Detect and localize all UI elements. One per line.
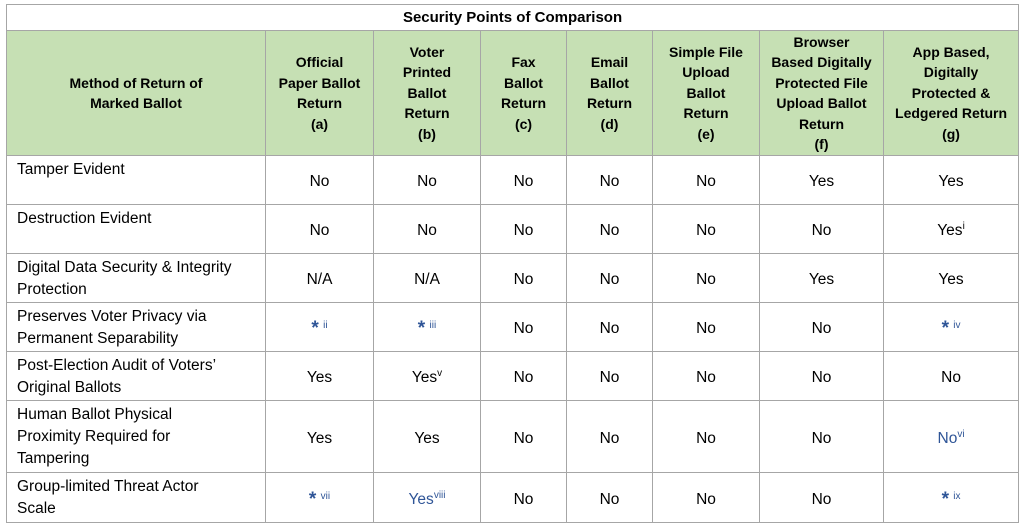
table-row (7, 156, 1019, 205)
row-label-line: Digital Data Security & Integrity (17, 259, 232, 276)
cell-text: No (811, 222, 832, 239)
header-line: (f) (814, 136, 829, 152)
table-row (7, 473, 1019, 523)
cell-value (514, 491, 534, 508)
header-line: Voter (409, 43, 445, 60)
header-col-g (884, 31, 1019, 156)
table-cell (374, 352, 481, 401)
header-line: App Based, (912, 43, 990, 60)
table-cell (266, 254, 374, 303)
asterisk-icon: * (941, 318, 949, 339)
cell-value (938, 271, 963, 288)
row-label-line: Tamper Evident (17, 161, 125, 178)
row-label-line: Original Ballots (17, 379, 122, 396)
cell-value (417, 173, 437, 190)
table-cell (481, 156, 567, 205)
table-cell (266, 205, 374, 254)
cell-text: No (513, 320, 534, 337)
cell-text: Yes (808, 271, 835, 288)
cell-text: Yes (411, 369, 438, 386)
cell-text: No (811, 429, 832, 447)
cell-value (812, 369, 832, 386)
footnote-ref: iv (953, 319, 961, 331)
table-cell (653, 156, 760, 205)
header-col-d (567, 31, 653, 156)
asterisk-icon: * (417, 318, 426, 339)
cell-text: Yes (937, 222, 963, 239)
header-line: Simple File (669, 43, 743, 60)
row-label-line: Protection (17, 281, 87, 298)
table-row (7, 254, 1019, 303)
header-line: Email (590, 54, 629, 70)
table-cell (653, 401, 760, 473)
table-cell (266, 156, 374, 205)
table-cell (884, 205, 1019, 254)
header-line: (c) (514, 115, 533, 132)
cell-text: No (811, 490, 832, 508)
table-cell (567, 352, 653, 401)
table-row (7, 352, 1019, 401)
cell-value (310, 173, 330, 190)
cell-value (600, 369, 620, 386)
table-cell (653, 205, 760, 254)
footnote-ref: iii (429, 319, 437, 331)
header-line: (b) (418, 125, 436, 142)
table-cell (884, 254, 1019, 303)
table-cell (374, 401, 481, 473)
header-line: Ballot (590, 74, 629, 91)
table-cell (760, 303, 884, 352)
header-col-e (653, 31, 760, 156)
row-label-line: Destruction Evident (17, 210, 152, 227)
table-cell (266, 401, 374, 473)
header-line: Return (500, 95, 547, 111)
cell-text: Yes (306, 369, 333, 386)
row-label-line: Preserves Voter Privacy via (17, 308, 207, 325)
cell-value (809, 271, 834, 288)
row-label-line: Post-Election Audit of Voters’ (17, 357, 217, 374)
header-line: (a) (310, 115, 329, 132)
table-cell (760, 473, 884, 523)
cell-value (938, 173, 963, 190)
cell-text: No (696, 271, 716, 288)
row-label (7, 473, 266, 523)
table-cell (266, 473, 374, 523)
header-line: Ballot (504, 74, 543, 91)
comparison-table (6, 4, 1019, 523)
header-line: Protected & (911, 84, 991, 101)
header-line: (e) (697, 125, 715, 142)
cell-text: No (417, 222, 437, 239)
table-cell (481, 401, 567, 473)
cell-text: No (513, 429, 534, 447)
cell-text: No (309, 222, 330, 239)
header-method-line: Method of Return of (69, 74, 203, 91)
header-col-c (481, 31, 567, 156)
table-cell (481, 473, 567, 523)
row-label-line: Tampering (17, 450, 90, 467)
table-cell (884, 352, 1019, 401)
table-cell (374, 205, 481, 254)
asterisk-marker (941, 488, 961, 510)
cell-value (812, 222, 832, 239)
cell-value (600, 222, 620, 239)
cell-text: No (513, 222, 534, 239)
footnote-ref: viii (433, 489, 446, 501)
cell-value (414, 271, 440, 288)
cell-value (938, 430, 965, 447)
header-line: Return (296, 95, 343, 111)
header-row (7, 31, 1019, 156)
cell-value (696, 369, 716, 386)
header-method (7, 31, 266, 156)
table-cell (567, 205, 653, 254)
cell-text: Yes (414, 429, 440, 447)
cell-value (937, 222, 965, 239)
header-line: Return (586, 95, 633, 111)
cell-text: No (513, 369, 534, 386)
footnote-ref: i (962, 220, 965, 232)
cell-text: No (599, 429, 620, 447)
header-line: Fax (511, 54, 536, 70)
table-cell (481, 303, 567, 352)
cell-value (409, 491, 446, 508)
table-cell (760, 401, 884, 473)
cell-value (696, 222, 716, 239)
table-row (7, 303, 1019, 352)
cell-value (812, 491, 832, 508)
asterisk-marker (417, 318, 437, 339)
cell-value (514, 173, 534, 190)
cell-text: No (599, 320, 620, 337)
header-line: (d) (600, 115, 619, 132)
table-cell (653, 254, 760, 303)
table-cell (567, 401, 653, 473)
row-label (7, 352, 266, 401)
header-line: Based Digitally (771, 54, 872, 70)
cell-value (696, 491, 716, 508)
table-cell (481, 254, 567, 303)
cell-text: No (696, 490, 716, 508)
asterisk-marker (308, 488, 331, 510)
table-cell (653, 352, 760, 401)
table-cell (653, 303, 760, 352)
cell-value (696, 320, 716, 337)
table-cell (884, 473, 1019, 523)
table-cell (760, 254, 884, 303)
cell-text: No (696, 429, 716, 447)
header-col-f (760, 31, 884, 156)
cell-text: No (696, 369, 716, 386)
cell-value (600, 491, 620, 508)
cell-text: No (941, 369, 961, 386)
header-method-line: Marked Ballot (90, 95, 182, 111)
cell-value (696, 271, 716, 288)
cell-value (600, 320, 620, 337)
cell-text: No (696, 320, 716, 337)
header-col-b (374, 31, 481, 156)
cell-value (412, 369, 442, 386)
cell-text: Yes (938, 173, 964, 190)
row-label (7, 401, 266, 473)
asterisk-icon: * (308, 488, 317, 510)
table-body (7, 156, 1019, 523)
table-cell (760, 352, 884, 401)
table-cell (374, 156, 481, 205)
footnote-ref: ii (323, 319, 328, 331)
cell-text: No (599, 271, 620, 288)
cell-text: No (309, 173, 330, 190)
cell-value (600, 173, 620, 190)
row-label-line: Group-limited Threat Actor (17, 478, 199, 495)
cell-value (514, 222, 534, 239)
table-cell (481, 205, 567, 254)
header-line: Upload Ballot (776, 95, 867, 111)
table-cell (567, 303, 653, 352)
cell-value (514, 430, 534, 447)
cell-text: No (599, 369, 620, 386)
header-line: Return (404, 105, 450, 122)
cell-text: No (811, 320, 832, 337)
cell-text: No (513, 173, 534, 190)
asterisk-icon: * (311, 318, 319, 339)
cell-value (310, 222, 330, 239)
cell-value (696, 173, 716, 190)
table-cell (760, 205, 884, 254)
row-label (7, 156, 266, 205)
asterisk-marker (941, 318, 961, 339)
row-label-line: Human Ballot Physical (17, 406, 173, 423)
table-cell (374, 473, 481, 523)
table-cell (884, 303, 1019, 352)
cell-text: No (811, 369, 832, 386)
header-line: Protected File (775, 74, 868, 91)
table-cell (760, 156, 884, 205)
header-line: Ballot (686, 84, 726, 101)
asterisk-marker (311, 318, 328, 339)
row-label (7, 303, 266, 352)
table-cell (884, 156, 1019, 205)
row-label (7, 254, 266, 303)
cell-value (600, 430, 620, 447)
cell-value (514, 271, 534, 288)
table-cell (884, 401, 1019, 473)
footnote-ref: v (437, 367, 443, 379)
cell-text: Yes (408, 490, 434, 508)
cell-value (514, 369, 534, 386)
header-line: (g) (942, 125, 960, 142)
cell-value (809, 173, 834, 190)
table-row (7, 205, 1019, 254)
table-cell (266, 303, 374, 352)
table-cell (374, 303, 481, 352)
cell-value (417, 222, 437, 239)
cell-text: Yes (938, 271, 964, 288)
table-cell (481, 352, 567, 401)
row-label-line: Permanent Separability (17, 330, 179, 347)
table-title: Security Points of Comparison (7, 5, 1019, 31)
cell-text: No (599, 222, 620, 239)
cell-value (600, 271, 620, 288)
row-label-line: Scale (17, 500, 56, 517)
table-cell (567, 473, 653, 523)
cell-value (307, 369, 332, 386)
header-line: Ledgered Return (895, 105, 1008, 122)
footnote-ref: vi (957, 428, 965, 440)
cell-value (514, 320, 534, 337)
footnote-ref: vii (320, 490, 331, 502)
header-line: Upload (682, 64, 730, 81)
asterisk-icon: * (941, 488, 949, 510)
footnote-ref: ix (953, 490, 961, 502)
cell-value (812, 320, 832, 337)
table-cell (567, 156, 653, 205)
table-cell (266, 352, 374, 401)
cell-text: Yes (306, 429, 333, 447)
header-col-a (266, 31, 374, 156)
header-line: Return (798, 115, 845, 132)
cell-text: No (599, 490, 620, 508)
cell-value (307, 271, 333, 288)
table-row (7, 401, 1019, 473)
cell-text: N/A (414, 271, 440, 288)
table-cell (567, 254, 653, 303)
header-line: Return (683, 105, 729, 122)
cell-text: No (417, 173, 437, 190)
cell-text: Yes (808, 173, 835, 190)
cell-text: No (513, 271, 534, 288)
cell-text: No (513, 490, 534, 508)
table-cell (374, 254, 481, 303)
cell-value (696, 430, 716, 447)
cell-value (812, 430, 832, 447)
cell-text: N/A (306, 271, 333, 288)
row-label (7, 205, 266, 254)
cell-value (414, 430, 439, 447)
cell-text: No (937, 429, 958, 447)
header-line: Ballot (407, 84, 447, 101)
cell-value (307, 430, 332, 447)
header-line: Paper Ballot (278, 74, 361, 91)
header-line: Printed (402, 64, 452, 81)
table-cell (653, 473, 760, 523)
header-line: Browser (793, 33, 850, 50)
cell-text: No (599, 173, 620, 190)
cell-text: No (696, 173, 716, 190)
header-line: Official (295, 54, 344, 70)
header-line: Digitally (923, 64, 979, 81)
cell-text: No (696, 222, 716, 239)
row-label-line: Proximity Required for (17, 428, 171, 445)
cell-value (941, 369, 961, 386)
